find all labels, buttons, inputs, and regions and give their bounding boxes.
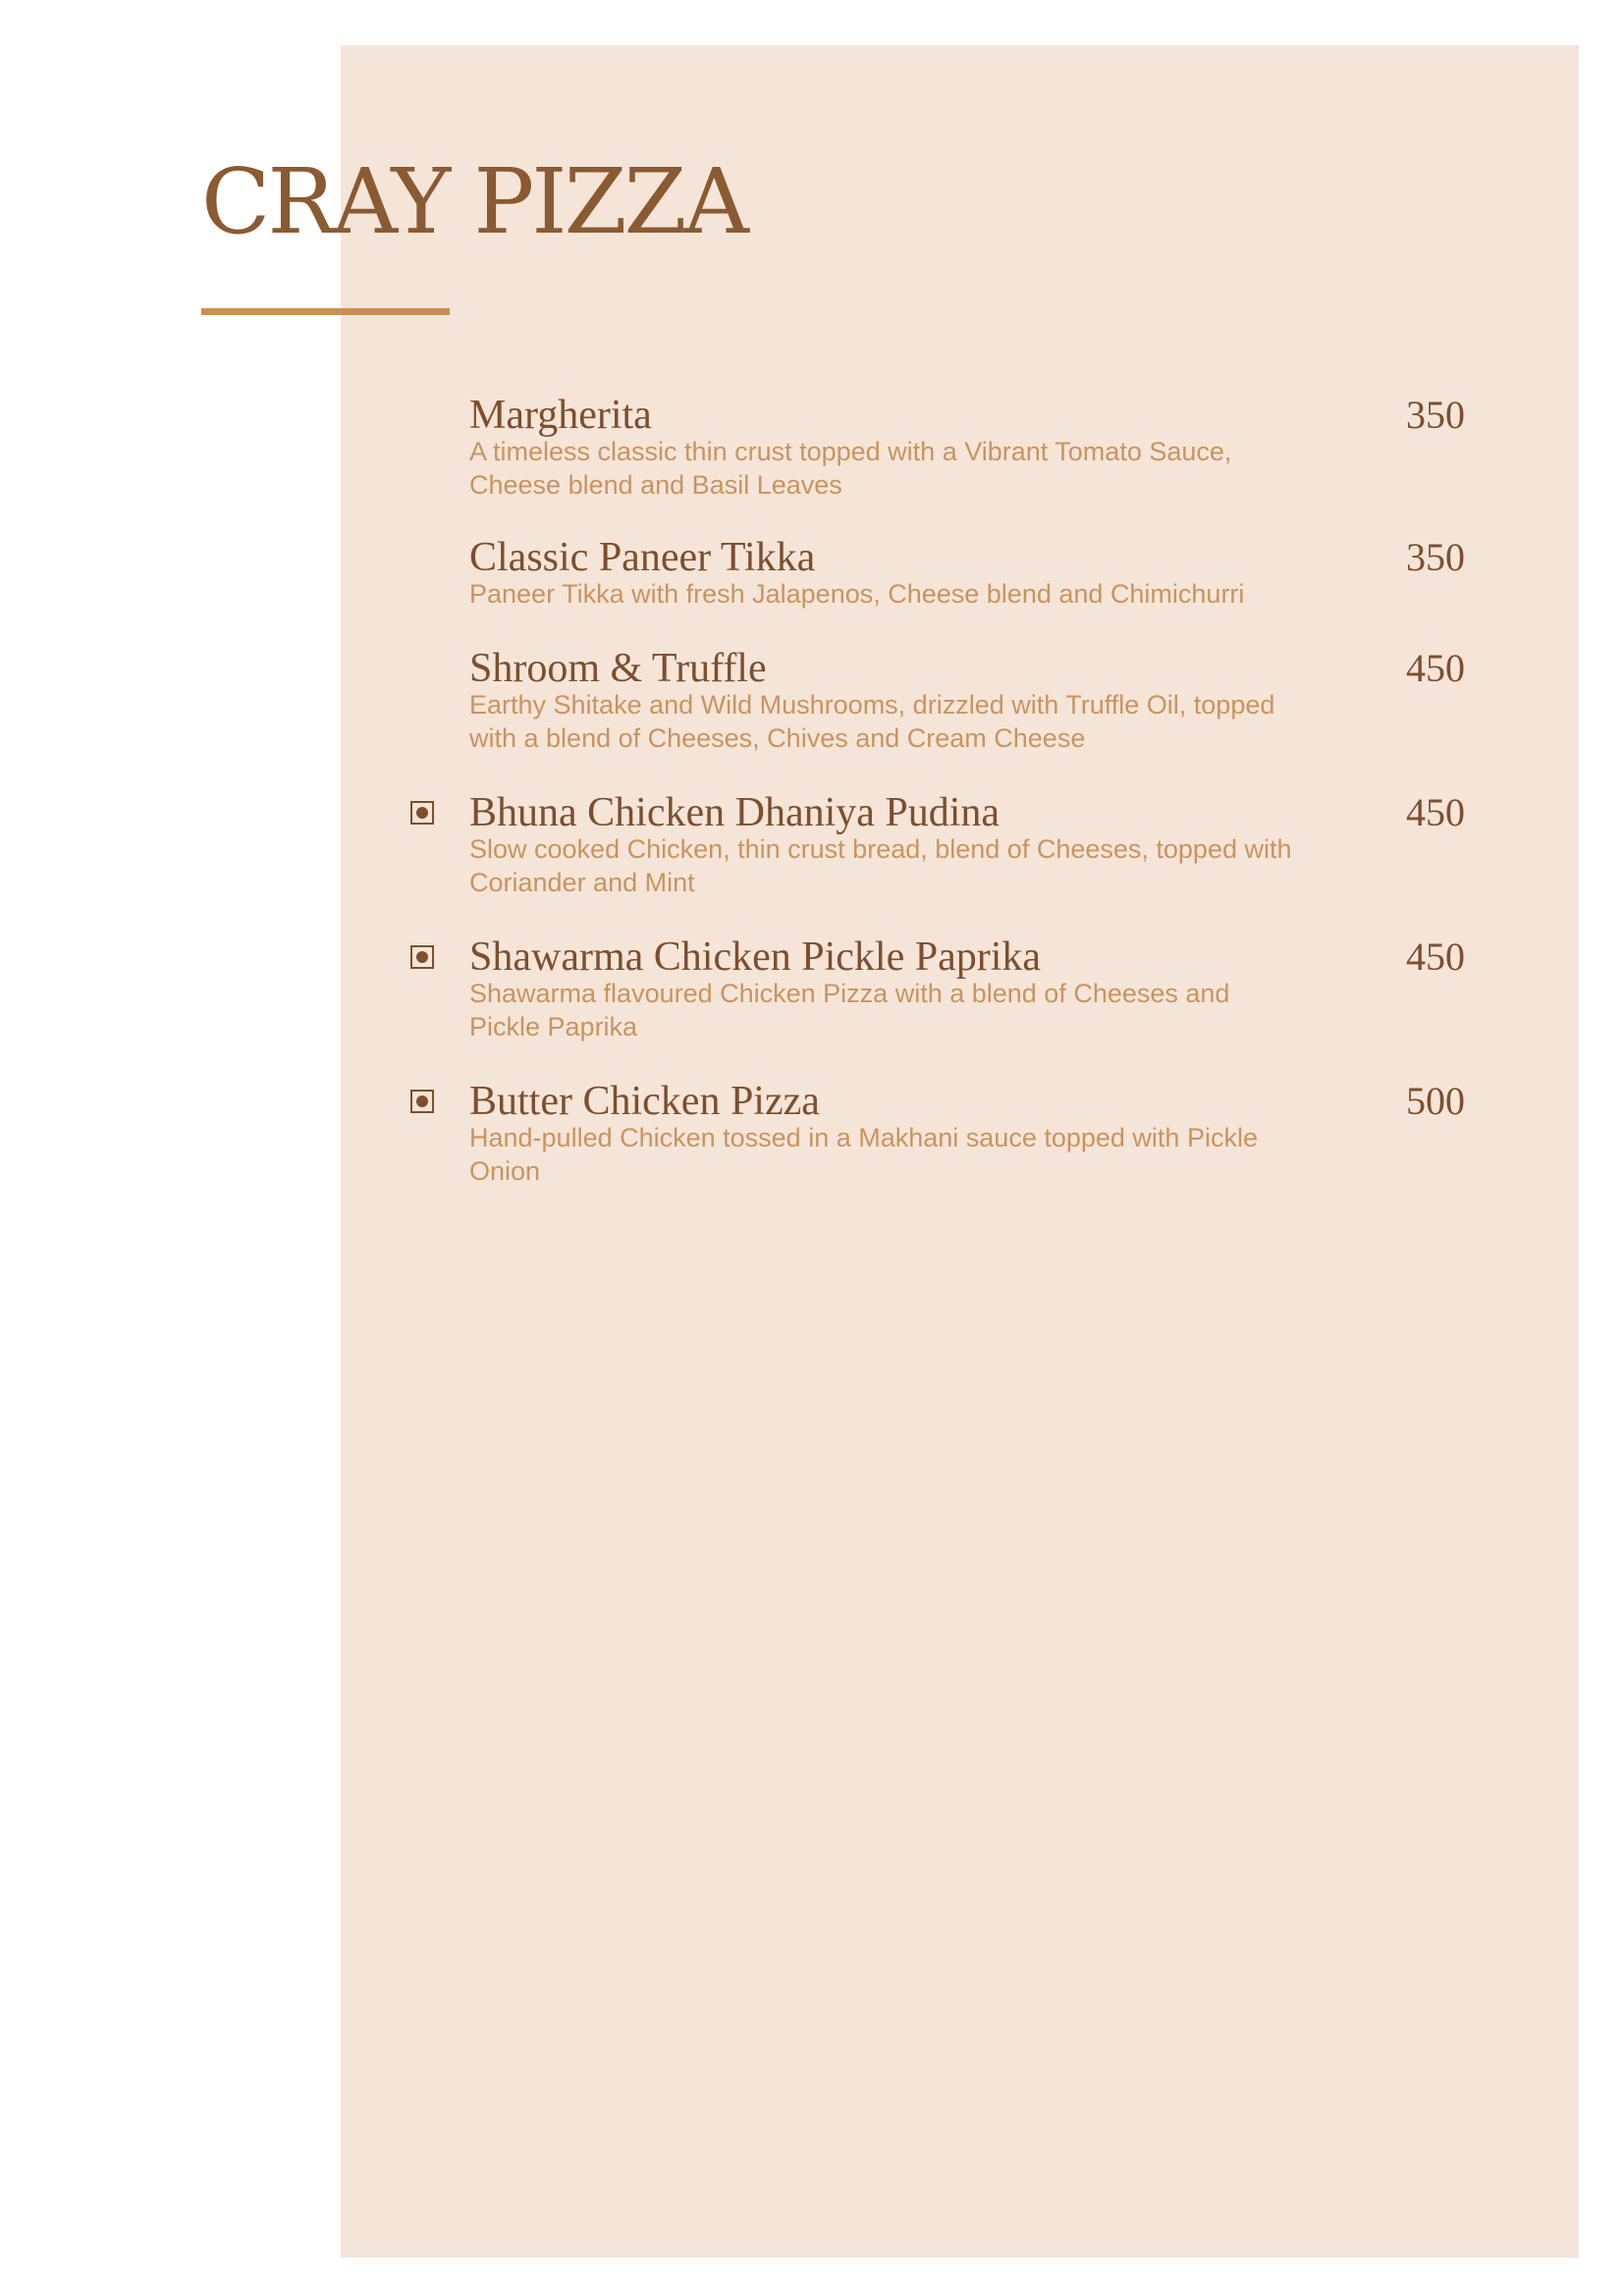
menu-item-name: Shawarma Chicken Pickle Paprika — [469, 934, 1042, 980]
menu-title: CRAY PIZZA — [201, 149, 746, 254]
menu-item-price: 350 — [1406, 393, 1465, 437]
menu-item-price: 450 — [1406, 646, 1465, 690]
menu-item-description: Slow cooked Chicken, thin crust bread, blend of Cheeses, topped with Coriander and Mint — [469, 834, 1292, 897]
menu-item-description: Hand-pulled Chicken tossed in a Makhani sauce topped with Pickle Onion — [469, 1123, 1258, 1186]
non-veg-symbol-icon — [410, 801, 434, 825]
menu-item-price: 350 — [1406, 535, 1465, 579]
menu-item-description: Earthy Shitake and Wild Mushrooms, drizzled with Truffle Oil, topped with a blend of Cheeses, Chives and Cream Cheese — [469, 690, 1275, 753]
menu-item-price: 500 — [1406, 1079, 1465, 1123]
menu-item-name: Classic Paneer Tikka — [469, 535, 816, 580]
menu-item-description: A timeless classic thin crust topped with a Vibrant Tomato Sauce, Cheese blend and Basil Leaves — [469, 437, 1232, 500]
non-veg-symbol-icon — [410, 945, 434, 969]
menu-item-description: Shawarma flavoured Chicken Pizza with a blend of Cheeses and Pickle Paprika — [469, 979, 1230, 1041]
menu-item-description: Paneer Tikka with fresh Jalapenos, Cheese blend and Chimichurri — [469, 579, 1245, 609]
title-underline — [201, 308, 450, 315]
menu-item-name: Shroom & Truffle — [469, 646, 767, 691]
non-veg-symbol-icon — [410, 1090, 434, 1113]
menu-item-price: 450 — [1406, 934, 1465, 979]
menu-item-name: Bhuna Chicken Dhaniya Pudina — [469, 790, 1001, 835]
menu-item-name: Butter Chicken Pizza — [469, 1079, 820, 1124]
menu-item-price: 450 — [1406, 790, 1465, 834]
menu-item-name: Margherita — [469, 393, 652, 438]
